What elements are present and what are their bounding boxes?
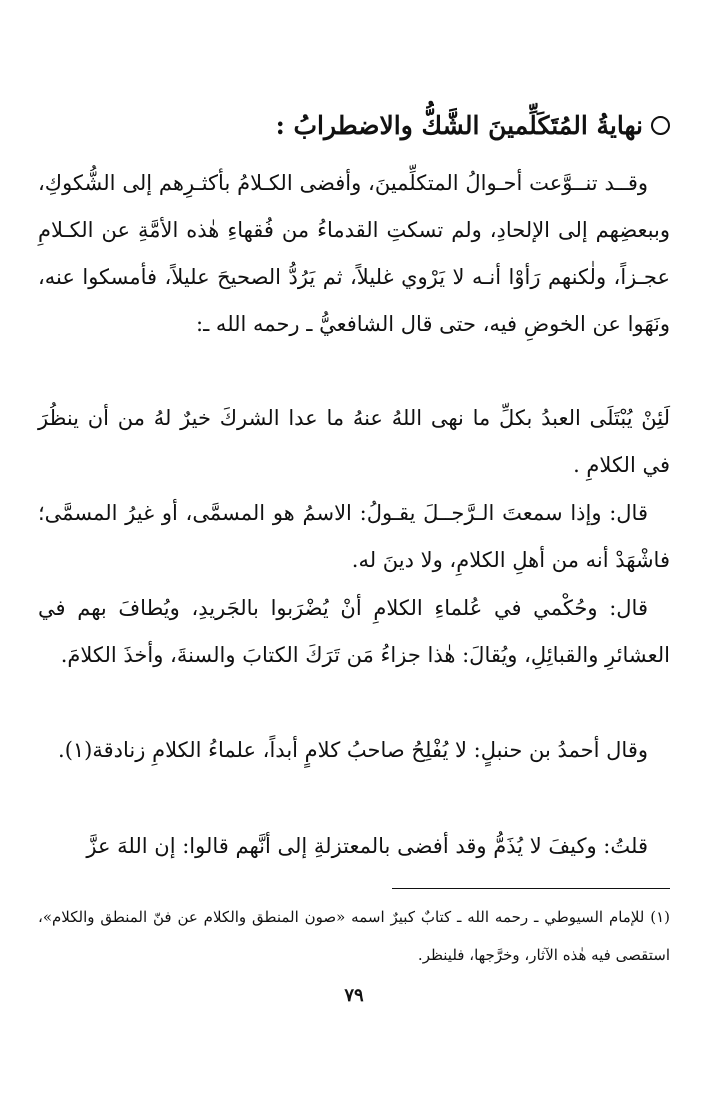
paragraph-5-text: وقال أحمدُ بن حنبلٍ: لا يُفْلِحُ صاحبُ كلامٍ أبداً، علماءُ الكلامِ زنادقة(١). bbox=[58, 738, 648, 762]
paragraph-3 bbox=[38, 490, 670, 584]
section-heading bbox=[38, 106, 670, 146]
page-number: ٧٩ bbox=[344, 985, 364, 1006]
paragraph-1-text: وقــد تنــوَّعت أحـوالُ المتكلِّمينَ، وأفضى الكـلامُ بأكثـرِهم إلى الشُّكوكِ، وببعضِهم إلى الإلحادِ، ولم تسكتِ القدماءُ من فُقهاءِ هٰذه الأمَّةِ عن الكـلامِ عجـزاً، ولٰكنهم رَأوْا أنـه لا يَرْوي غليلاً، ثم يَرُدُّ الصحيحَ عليلاً، فأمسكوا عنه، ونَهَوا عن الخوضِ فيه، حتى قال الشافعيُّ ـ رحمه الله ـ: bbox=[38, 171, 670, 336]
section-heading-text: نهايةُ المُتَكَلِّمينَ الشَّكُّ والاضطرابُ : bbox=[275, 111, 643, 140]
book-page bbox=[38, 0, 670, 1094]
paragraph-2-text: لَئِنْ يُبْتَلَى العبدُ بكلِّ ما نهى اللهُ عنهُ ما عدا الشركَ خيرٌ لهُ من أن ينظُرَ في الكلامِ . bbox=[38, 406, 670, 477]
bullet-circle-icon bbox=[651, 116, 670, 135]
paragraph-6 bbox=[38, 823, 670, 870]
paragraph-5 bbox=[38, 727, 670, 774]
paragraph-6-text: قلتُ: وكيفَ لا يُذَمُّ وقد أفضى بالمعتزلةِ إلى أنَّهم قالوا: إن اللهَ عزَّ bbox=[86, 834, 648, 858]
paragraph-4 bbox=[38, 585, 670, 679]
paragraph-3-text: قال: وإذا سمعتَ الـرَّجــلَ يقـولُ: الاسمُ هو المسمَّى، أو غيرُ المسمَّى؛ فاشْهَدْ أنه من أهلِ الكلامِ، ولا دينَ له. bbox=[38, 501, 670, 572]
paragraph-2 bbox=[38, 395, 670, 489]
paragraph-1 bbox=[38, 160, 670, 348]
footnote-divider bbox=[392, 888, 670, 889]
footnote: (١) للإمام السيوطي ـ رحمه الله ـ كتابٌ كبيرٌ اسمه «صون المنطق والكلام عن فنّ المنطق والكلام»، استقصى فيه هٰذه الآثار، وخرَّجها، فلينظر. bbox=[38, 908, 670, 964]
paragraph-4-text: قال: وحُكْمي في عُلماءِ الكلامِ أنْ يُضْرَبوا بالجَريدِ، ويُطافَ بهم في العشائرِ والقبائِلِ، ويُقالَ: هٰذا جزاءُ مَن تَرَكَ الكتابَ والسنةَ، وأخذَ الكلامَ. bbox=[38, 596, 670, 667]
